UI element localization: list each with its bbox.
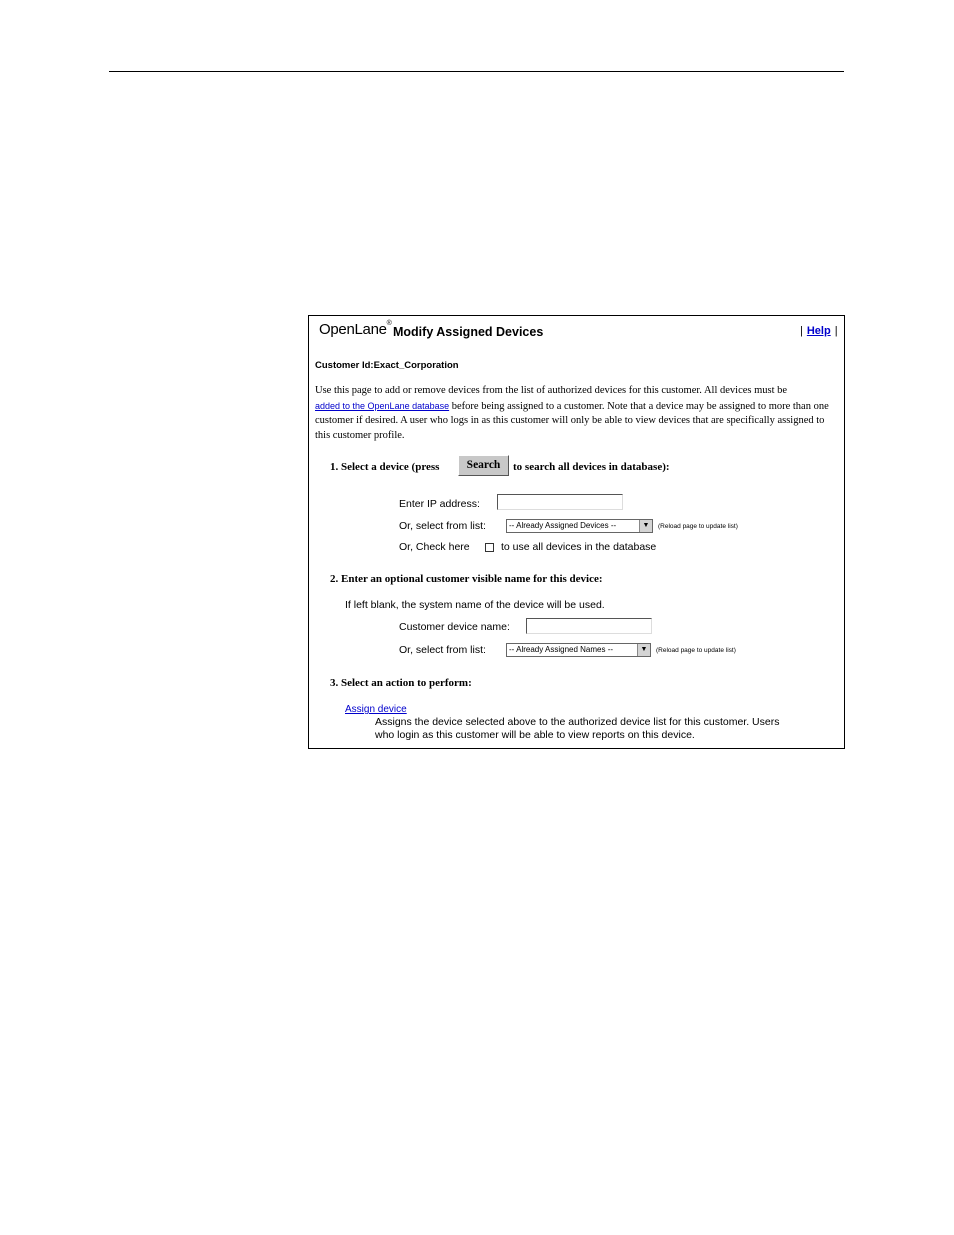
device-select[interactable] <box>506 519 653 533</box>
intro-text-2: before being assigned to a customer. Note that a device may be assigned to more than one customer if desired. A user who logs in as this customer will only be able to view devices that are specifically assigned to this customer profile. <box>315 400 829 441</box>
add-to-database-link[interactable]: added to the OpenLane database <box>315 400 450 411</box>
customer-id-value: Exact_Corporation <box>373 360 459 371</box>
dropdown-arrow-icon[interactable]: ▼ <box>637 644 650 656</box>
all-devices-checkbox[interactable] <box>485 543 494 552</box>
ip-address-input[interactable] <box>497 494 623 510</box>
registered-mark: ® <box>386 320 392 327</box>
help-separator-left: | <box>800 325 803 337</box>
step1-suffix: to search all devices in database): <box>513 461 670 473</box>
screenshot-frame <box>308 315 845 749</box>
name-select-label: Or, select from list: <box>399 644 486 656</box>
ip-address-label: Enter IP address: <box>399 498 480 510</box>
check-all-label: Or, Check here <box>399 541 470 553</box>
search-button[interactable]: Search <box>458 455 509 476</box>
customer-device-name-label: Customer device name: <box>399 621 510 633</box>
customer-id-label: Customer Id: <box>315 360 374 371</box>
help-link[interactable]: Help <box>806 325 831 337</box>
step2-heading: 2. Enter an optional customer visible name for this device: <box>330 573 603 585</box>
step3-heading: 3. Select an action to perform: <box>330 677 472 689</box>
name-reload-note: (Reload page to update list) <box>656 647 736 654</box>
brand-name: OpenLane <box>319 321 387 338</box>
page-title: Modify Assigned Devices <box>393 325 544 339</box>
customer-device-name-input[interactable] <box>526 618 652 634</box>
name-select-value: -- Already Assigned Names -- <box>509 645 614 654</box>
assign-device-desc-2: who login as this customer will be able to view reports on this device. <box>375 729 695 741</box>
page-header-rule <box>109 71 844 72</box>
step1-prefix: 1. Select a device (press <box>330 461 440 473</box>
device-select-value: -- Already Assigned Devices -- <box>509 521 617 530</box>
check-all-suffix: to use all devices in the database <box>501 541 657 553</box>
openlane-logo <box>319 321 392 338</box>
intro-paragraph <box>315 384 835 443</box>
assign-device-link[interactable]: Assign device <box>345 704 407 715</box>
assign-device-desc-1: Assigns the device selected above to the authorized device list for this customer. Users <box>375 716 780 728</box>
name-select[interactable] <box>506 643 651 657</box>
device-reload-note: (Reload page to update list) <box>658 523 738 530</box>
customer-id <box>315 360 459 371</box>
help-nav <box>800 325 838 337</box>
device-select-label: Or, select from list: <box>399 520 486 532</box>
intro-text-1: Use this page to add or remove devices from the list of authorized devices for this customer. All devices must be <box>315 385 788 396</box>
dropdown-arrow-icon[interactable]: ▼ <box>639 520 652 532</box>
help-separator-right: | <box>834 325 838 337</box>
step2-note: If left blank, the system name of the device will be used. <box>345 599 605 611</box>
